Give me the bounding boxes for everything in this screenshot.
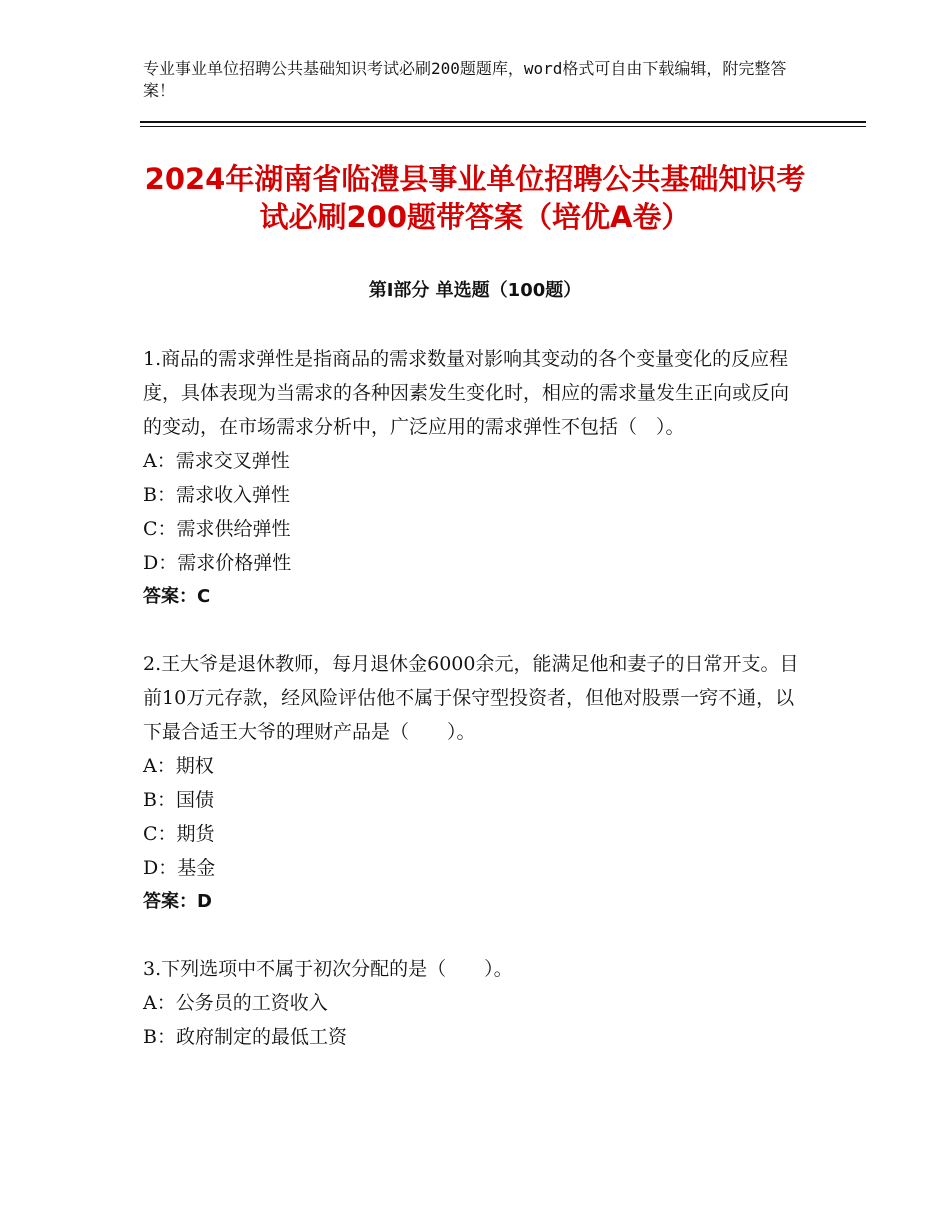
option-a: A：需求交叉弹性 [143, 450, 290, 472]
option-c: C：期货 [143, 823, 215, 845]
option-b: B：政府制定的最低工资 [143, 1026, 347, 1048]
question-3 [143, 952, 803, 1054]
header-note: 专业事业单位招聘公共基础知识考试必刷200题题库，word格式可自由下载编辑，附完整答案！ [143, 59, 787, 100]
answer: 答案：C [143, 586, 211, 607]
document-title: 2024年湖南省临澧县事业单位招聘公共基础知识考试必刷200题带答案（培优A卷） [144, 162, 806, 234]
option-b: B：国债 [143, 789, 214, 811]
question-1 [143, 342, 803, 614]
option-d: D：需求价格弹性 [143, 552, 292, 574]
answer: 答案：D [143, 891, 212, 912]
question-stem: 1.商品的需求弹性是指商品的需求数量对影响其变动的各个变量变化的反应程度，具体表现为当需求的各种因素发生变化时，相应的需求量发生正向或反向的变动，在市场需求分析中，广泛应用的需求弹性不包括（ ）。 [143, 348, 790, 438]
option-c: C：需求供给弹性 [143, 518, 291, 540]
header-rule-thick [140, 121, 866, 123]
question-2 [143, 647, 803, 919]
option-d: D：基金 [143, 857, 216, 879]
question-list [143, 342, 803, 1087]
section-title: 第Ⅰ部分 单选题（100题） [368, 280, 582, 301]
question-stem: 3.下列选项中不属于初次分配的是（ ）。 [143, 958, 513, 980]
option-a: A：期权 [143, 755, 214, 777]
option-a: A：公务员的工资收入 [143, 992, 328, 1014]
question-stem: 2.王大爷是退休教师，每月退休金6000余元，能满足他和妻子的日常开支。目前10万元存款，经风险评估他不属于保守型投资者，但他对股票一窍不通，以下最合适王大爷的理财产品是（ ）。 [143, 653, 799, 743]
option-b: B：需求收入弹性 [143, 484, 290, 506]
header-rule-thin [140, 126, 866, 127]
